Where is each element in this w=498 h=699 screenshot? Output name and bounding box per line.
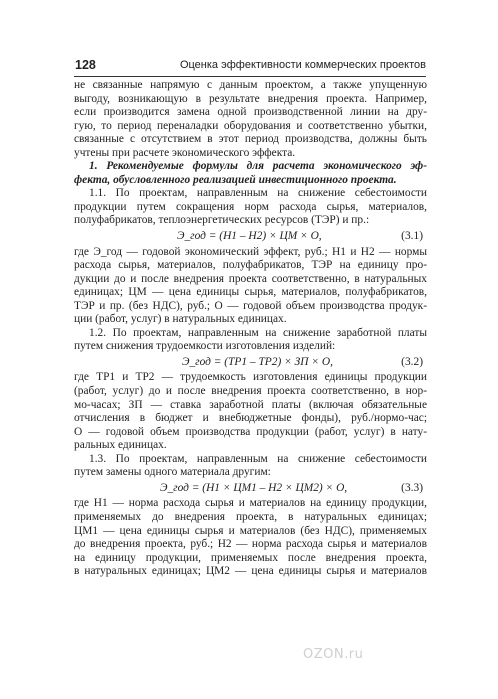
- formula: Э_год = (ТР1 – ТР2) × ЗП × О,: [182, 355, 333, 368]
- text-line: путем снижения трудоемкости изготовления изделий:: [74, 340, 336, 353]
- text-line: 1.3. По проектам, направленным на снижение себестоимости: [89, 452, 427, 465]
- text-line: где ТР1 и ТР2 — трудоемкость изготовления единицы продукции: [74, 371, 427, 384]
- formula-row: [74, 230, 427, 244]
- text-line: не связанные напрямую с данным проектом, а также упущенную: [74, 79, 427, 91]
- text-line: ции (работ, услуг) в натуральных единицах.: [74, 313, 287, 326]
- section-heading: фекта, обусловленного реализацией инвестиционного проекта.: [74, 173, 397, 186]
- text-line: единицах; ЦМ — цена единицы сырья, материалов, полуфабрикатов,: [74, 286, 427, 299]
- formula-row: [74, 482, 427, 496]
- text-line: если производится замена одной производственной линии на дру-: [74, 106, 427, 119]
- text-line: в натуральных единицах; ЦМ2 — цена единицы сырья и материалов: [74, 565, 427, 578]
- text-line: полуфабрикатов, теплоэнергетических ресурсов (ТЭР) и пр.:: [74, 214, 370, 227]
- text-line: (работ, услуг) до и после внедрения проекта соответственно, в нор-: [74, 385, 427, 398]
- text-line: 1.1. По проектам, направленным на снижение себестоимости: [89, 187, 427, 200]
- text-line: отчисления в бюджет и внебюджетные фонды), руб./нормо-час;: [74, 412, 427, 425]
- section-heading: 1. Рекомендуемые формулы для расчета экономического эф-: [89, 160, 427, 173]
- text-line: ральных единицах.: [74, 439, 167, 452]
- formula-number: (3.3): [401, 481, 423, 494]
- text-line: связанные с отсутствием в этот период производства, должны быть: [74, 133, 427, 146]
- text-line: применяемых до внедрения проекта, в натуральных единицах;: [74, 510, 427, 523]
- text-line: 1.2. По проектам, направленным на снижение заработной платы: [89, 326, 427, 339]
- running-title: Оценка эффективности коммерческих проектов: [179, 59, 426, 71]
- text-line: гую, то период переналадки оборудования и соответственно убытки,: [74, 119, 427, 132]
- text-line: О — годовой объем производства продукции (работ, услуг) в нату-: [74, 425, 427, 438]
- ozon-watermark: OZON.ru: [303, 647, 364, 662]
- formula-number: (3.1): [401, 230, 423, 243]
- text-line: до внедрения проекта, руб.; Н2 — норма расхода сырья и материалов: [74, 538, 427, 551]
- formula-number: (3.2): [401, 355, 423, 368]
- page-number: 128: [75, 58, 96, 72]
- text-line: где Н1 — норма расхода сырья и материалов на единицу продукции,: [74, 497, 427, 510]
- text-line: ЦМ1 — цена единицы сырья и материалов (без НДС), применяемых: [74, 524, 427, 537]
- formula-row: [74, 356, 427, 370]
- page-body: [74, 79, 427, 579]
- formula: Э_год = (Н1 – Н2) × ЦМ × О,: [177, 230, 322, 243]
- text-line: продукции путем сокращения норм расхода сырья, материалов,: [74, 200, 427, 213]
- text-line: где Э_год — годовой экономический эффект, руб.; Н1 и Н2 — нормы: [74, 245, 427, 258]
- text-line: выгоду, возникающую в результате внедрения проекта. Например,: [74, 92, 427, 105]
- text-line: ТЭР и пр. (без НДС), руб.; О — годовой объем производства продук-: [74, 299, 427, 312]
- text-line: путем замены одного материала другим:: [74, 466, 271, 479]
- text-line: дукции до и после внедрения проекта соответственно, в натуральных: [74, 272, 427, 285]
- text-line: мо-часах; ЗП — ставка заработной платы (включая обязательные: [74, 398, 427, 411]
- text-line: на единицу продукции, применяемых после внедрения проекта,: [74, 551, 427, 564]
- text-line: расхода сырья, материалов, полуфабрикатов, ТЭР на единицу про-: [74, 259, 427, 272]
- text-line: учтены при расчете экономического эффекта.: [74, 146, 296, 159]
- formula: Э_год = (Н1 × ЦМ1 – Н2 × ЦМ2) × О,: [160, 481, 348, 494]
- page-header: [74, 56, 426, 77]
